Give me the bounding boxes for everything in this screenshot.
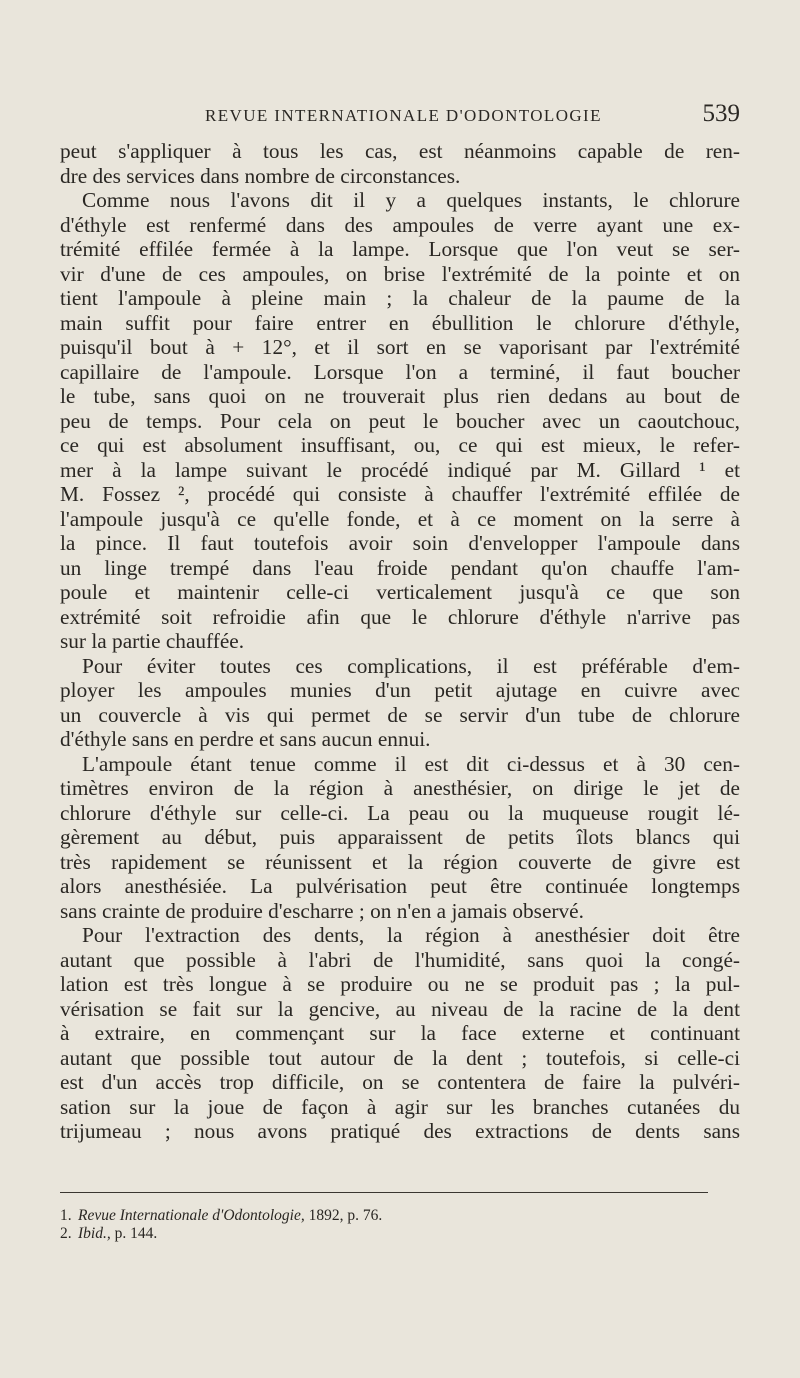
text-line: alors anesthésiée. La pulvérisation peut être continuée longtemps [60,874,740,898]
text-line: un linge trempé dans l'eau froide pendant qu'on chauffe l'am- [60,555,740,580]
text-line: d'éthyle sans en perdre et sans aucun ennui. [60,727,431,751]
footnote-detail: p. 144. [110,1225,158,1242]
text-line: ployer les ampoules munies d'un petit ajutage en cuivre avec [60,678,740,702]
text-line: autant que possible à l'abri de l'humidité, sans quoi la congé- [60,947,740,972]
text-line: M. Fossez ², procédé qui consiste à chauffer l'extrémité effilée de [60,482,740,506]
text-line: sur la partie chauffée. [60,629,245,653]
text-line: le tube, sans quoi on ne trouverait plus rien dedans au bout de [60,384,740,408]
text-line: timètres environ de la région à anesthésier, on dirige le jet de [60,776,740,800]
text-line: Pour éviter toutes ces complications, il est préférable d'em- [82,653,740,678]
footnote-1 [60,1207,740,1225]
text-line: à extraire, en commençant sur la face externe et continuant [60,1021,740,1045]
text-line: est d'un accès trop difficile, on se contentera de faire la pulvéri- [60,1070,740,1094]
running-title: REVUE INTERNATIONALE D'ODONTOLOGIE [205,106,602,125]
text-line: poule et maintenir celle-ci verticalement jusqu'à ce que son [60,580,740,604]
text-line: d'éthyle est renfermé dans des ampoules de verre ayant une ex- [60,212,740,237]
text-line: l'ampoule jusqu'à ce qu'elle fonde, et à ce moment on la serre à [60,506,740,531]
text-line: mer à la lampe suivant le procédé indiqué par M. Gillard ¹ et [60,457,740,482]
text-line: vir d'une de ces ampoules, on brise l'extrémité de la pointe et on [60,261,740,286]
text-line: peu de temps. Pour cela on peut le boucher avec un caoutchouc, [60,408,740,433]
text-line: trémité effilée fermée à la lampe. Lorsque que l'on veut se ser- [60,237,740,261]
text-line: sans crainte de produire d'escharre ; on n'en a jamais observé. [60,898,584,923]
text-line: puisqu'il bout à + 12°, et il sort en se vaporisant par l'extrémité [60,335,740,359]
page-header [60,100,740,134]
text-line: peut s'appliquer à tous les cas, est néanmoins capable de ren- [60,139,740,163]
footnote-divider [60,1192,708,1193]
text-line: trijumeau ; nous avons pratiqué des extractions de dents sans [60,1119,740,1143]
text-line: la pince. Il faut toutefois avoir soin d'envelopper l'ampoule dans [60,531,740,555]
footnote-source: Revue Internationale d'Odontologie, [78,1207,305,1224]
text-line: dre des services dans nombre de circonstances. [60,163,461,188]
text-line: ce qui est absolument insuffisant, ou, ce qui est mieux, le refer- [60,433,740,457]
footnote-number: 1. [60,1207,72,1224]
text-line: sation sur la joue de façon à agir sur les branches cutanées du [60,1094,740,1119]
text-line: L'ampoule étant tenue comme il est dit ci-dessus et à 30 cen- [82,751,740,776]
text-line: vérisation se fait sur la gencive, au niveau de la racine de la dent [60,996,740,1021]
text-line: Pour l'extraction des dents, la région à anesthésier doit être [82,923,740,947]
text-line: autant que possible tout autour de la dent ; toutefois, si celle-ci [60,1045,740,1070]
text-line: tient l'ampoule à pleine main ; la chaleur de la paume de la [60,286,740,310]
footnote-source: Ibid., [78,1225,111,1242]
text-line: Comme nous l'avons dit il y a quelques instants, le chlorure [82,188,740,212]
footnotes [60,1207,740,1243]
page-number: 539 [702,100,740,127]
text-line: un couvercle à vis qui permet de se servir d'un tube de chlorure [60,702,740,727]
body-text [60,139,740,1144]
footnote-2 [60,1225,740,1243]
text-line: extrémité soit refroidie afin que le chlorure d'éthyle n'arrive pas [60,604,740,629]
text-line: très rapidement se réunissent et la région couverte de givre est [60,849,740,874]
text-line: capillaire de l'ampoule. Lorsque l'on a terminé, il faut boucher [60,359,740,384]
text-line: gèrement au début, puis apparaissent de petits îlots blancs qui [60,825,740,849]
footnote-detail: 1892, p. 76. [304,1207,383,1224]
footnote-number: 2. [60,1225,72,1242]
text-line: lation est très longue à se produire ou ne se produit pas ; la pul- [60,972,740,996]
text-line: main suffit pour faire entrer en ébullition le chlorure d'éthyle, [60,310,740,335]
text-line: chlorure d'éthyle sur celle-ci. La peau ou la muqueuse rougit lé- [60,800,740,825]
